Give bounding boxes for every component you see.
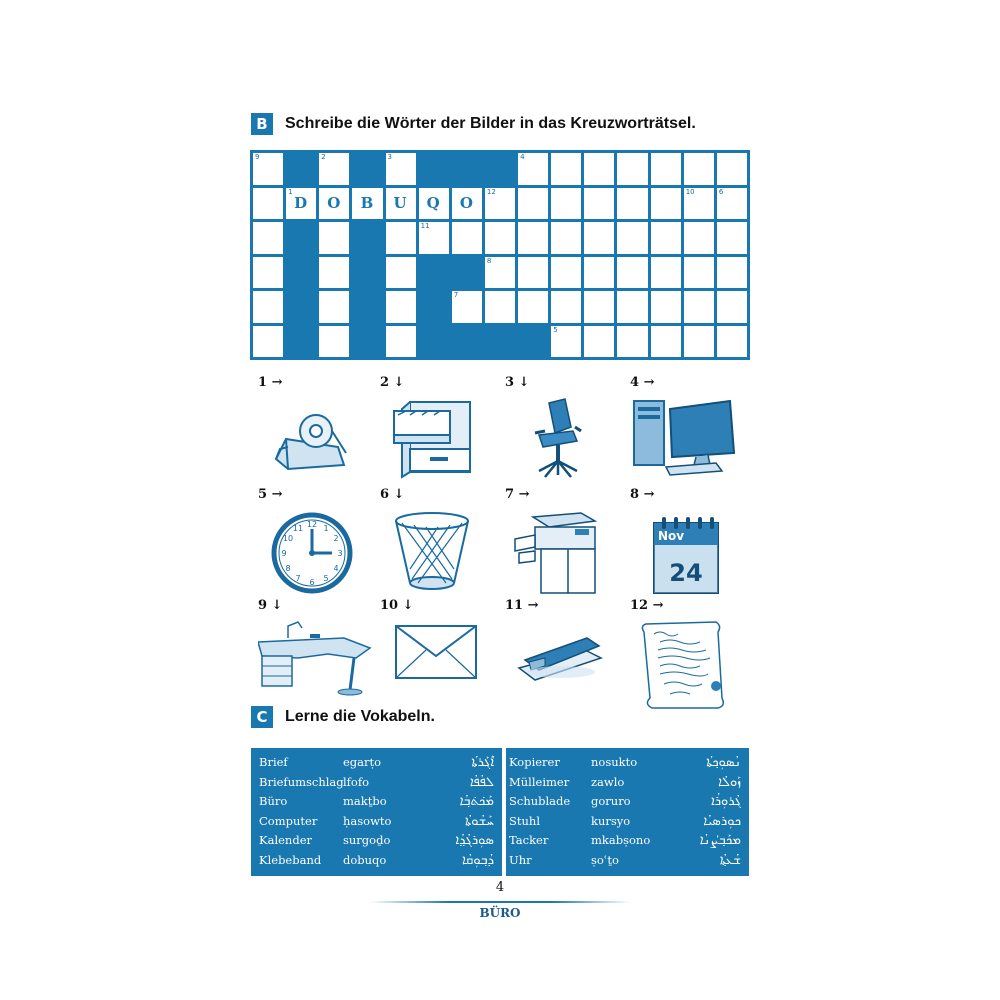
crossword-cell[interactable]	[352, 188, 382, 220]
transliteration: mkabṣono	[591, 833, 651, 847]
crossword-block	[518, 326, 548, 358]
clue-12	[630, 598, 760, 708]
crossword-cell[interactable]	[386, 153, 416, 185]
crossword-block	[419, 326, 449, 358]
svg-text:7: 7	[295, 574, 301, 583]
crossword-cell[interactable]	[551, 188, 581, 220]
crossword-cell[interactable]	[419, 188, 449, 220]
crossword-block	[286, 222, 316, 254]
crossword-cell[interactable]	[617, 291, 647, 323]
syriac-word: ܙܰܘܠܳܐ	[718, 774, 741, 790]
crossword-cell[interactable]	[419, 222, 449, 254]
clue-8	[630, 487, 760, 597]
german-word: Stuhl	[509, 813, 540, 828]
german-word: Brief	[259, 755, 288, 769]
clue-5	[258, 487, 388, 597]
crossword-cell[interactable]	[253, 257, 283, 289]
syriac-word: ܡܟܰܒ݂ܨܳܢܳܐ	[699, 833, 741, 848]
crossword-cell[interactable]	[684, 153, 714, 185]
crossword-block	[452, 257, 482, 289]
clue-7	[505, 487, 635, 597]
crossword-cell[interactable]	[584, 222, 614, 254]
crossword-cell[interactable]	[717, 153, 747, 185]
crossword-cell[interactable]	[584, 153, 614, 185]
crossword-cell[interactable]	[485, 188, 515, 220]
footer-rule	[370, 901, 630, 903]
crossword-cell[interactable]	[485, 222, 515, 254]
clue-label: 9 ↓	[258, 598, 283, 613]
page-number: 4	[495, 880, 505, 895]
crossword-letter: U	[393, 194, 408, 213]
german-word: Mülleimer	[509, 774, 570, 789]
clue-number: 2	[321, 153, 326, 161]
svg-text:9: 9	[281, 549, 287, 558]
office-desk-icon	[258, 620, 378, 700]
crossword-cell[interactable]	[584, 291, 614, 323]
crossword-cell[interactable]	[651, 188, 681, 220]
crossword-cell[interactable]	[617, 326, 647, 358]
crossword-cell[interactable]	[684, 188, 714, 220]
crossword-block	[452, 153, 482, 185]
crossword-block	[419, 291, 449, 323]
crossword-cell[interactable]	[518, 291, 548, 323]
crossword-letter: O	[459, 194, 474, 213]
calendar-icon	[630, 509, 730, 599]
clue-6	[380, 487, 510, 597]
syriac-word: ܣܘܼܪܓܳܕ݂ܳܐ	[455, 833, 494, 848]
clue-label: 1 →	[258, 375, 283, 390]
crossword-cell[interactable]	[617, 257, 647, 289]
crossword-cell[interactable]	[617, 188, 647, 220]
crossword-cell[interactable]	[386, 257, 416, 289]
crossword-cell[interactable]	[452, 188, 482, 220]
svg-text:4: 4	[333, 564, 339, 573]
crossword-block	[352, 291, 382, 323]
office-chair-icon	[505, 397, 605, 482]
crossword-cell[interactable]	[319, 291, 349, 323]
footer-title: BÜRO	[479, 906, 521, 920]
german-word: Kalender	[259, 833, 313, 847]
calendar-day: 24	[669, 559, 703, 587]
clue-label: 11 →	[505, 598, 539, 613]
transliteration: dobuqo	[343, 852, 387, 867]
clue-2	[380, 375, 510, 485]
syriac-word: ܚܰܫܳܘܬܳܐ	[465, 813, 494, 829]
crossword-cell[interactable]	[253, 153, 283, 185]
german-word: Büro	[259, 794, 288, 808]
clue-number: 3	[387, 153, 392, 161]
transliteration: kursyo	[591, 813, 631, 828]
clue-number: 7	[453, 291, 459, 299]
crossword-letter: Q	[426, 194, 441, 213]
crossword-cell[interactable]	[253, 291, 283, 323]
german-word: Kopierer	[509, 755, 560, 769]
crossword-block	[419, 153, 449, 185]
clue-label: 6 ↓	[380, 487, 405, 502]
crossword-cell[interactable]	[286, 188, 316, 220]
clue-9	[258, 598, 388, 708]
crossword-cell[interactable]	[717, 291, 747, 323]
clue-number: 9	[255, 153, 260, 161]
syriac-word: ܕܳܒ݂ܘܼܩܳܐ	[462, 852, 494, 868]
vocab-row	[251, 812, 749, 831]
section-b-badge: B	[251, 113, 273, 135]
clue-number: 11	[420, 222, 430, 230]
transliteration: nosukto	[591, 755, 638, 769]
clue-label: 2 ↓	[380, 375, 405, 390]
crossword-cell[interactable]	[518, 257, 548, 289]
vocab-row	[251, 773, 749, 792]
crossword-cell[interactable]	[253, 326, 283, 358]
crossword-cell[interactable]	[684, 222, 714, 254]
vocab-row	[251, 792, 749, 811]
crossword-block	[286, 326, 316, 358]
crossword-cell[interactable]	[386, 222, 416, 254]
crossword-block	[352, 257, 382, 289]
transliteration: goruro	[591, 794, 631, 808]
crossword-cell[interactable]	[518, 222, 548, 254]
crossword-block	[419, 257, 449, 289]
crossword-letter: D	[294, 194, 309, 213]
clue-label: 12 →	[630, 598, 664, 613]
crossword-cell[interactable]	[651, 326, 681, 358]
crossword-cell[interactable]	[717, 222, 747, 254]
german-word: Briefumschlag	[259, 774, 344, 789]
crossword-cell[interactable]	[684, 257, 714, 289]
transliteration: ṣoʿṯo	[591, 852, 619, 867]
crossword-block	[352, 153, 382, 185]
crossword-grid	[250, 150, 750, 360]
computer-icon	[630, 397, 740, 482]
crossword-cell[interactable]	[253, 222, 283, 254]
clue-1	[258, 375, 388, 485]
svg-text:10: 10	[282, 534, 294, 543]
crossword-cell[interactable]	[717, 188, 747, 220]
transliteration: egarṭo	[343, 755, 382, 769]
crossword-cell[interactable]	[319, 257, 349, 289]
copier-icon	[505, 509, 605, 599]
tape-dispenser-icon	[258, 397, 358, 477]
crossword-cell[interactable]	[684, 291, 714, 323]
crossword-cell[interactable]	[551, 257, 581, 289]
crossword-cell[interactable]	[684, 326, 714, 358]
wastebasket-icon	[380, 509, 480, 594]
crossword-cell[interactable]	[386, 291, 416, 323]
crossword-block	[286, 291, 316, 323]
crossword-cell[interactable]	[651, 291, 681, 323]
crossword-cell[interactable]	[452, 222, 482, 254]
stapler-icon	[505, 620, 605, 690]
crossword-letter: O	[327, 194, 342, 213]
syriac-word: ܐܶܓܰܪܬܳܐ	[471, 755, 494, 770]
crossword-cell[interactable]	[584, 326, 614, 358]
crossword-cell[interactable]	[717, 326, 747, 358]
transliteration: makṯbo	[343, 794, 387, 808]
vocabulary-table	[251, 748, 749, 876]
section-b-instruction: Schreibe die Wörter der Bilder in das Kreuzworträtsel.	[285, 115, 696, 132]
clue-3	[505, 375, 635, 485]
crossword-cell[interactable]	[319, 188, 349, 220]
clue-11	[505, 598, 635, 708]
clue-label: 7 →	[505, 487, 530, 502]
transliteration: ḥasowto	[343, 813, 392, 828]
clock-icon	[258, 509, 358, 599]
german-word: Computer	[259, 813, 318, 828]
crossword-cell[interactable]	[319, 153, 349, 185]
german-word: Schublade	[509, 794, 571, 808]
filing-cabinet-icon	[380, 397, 480, 482]
crossword-cell[interactable]	[319, 222, 349, 254]
crossword-block	[352, 326, 382, 358]
clue-label: 4 →	[630, 375, 655, 390]
section-b-heading	[251, 113, 696, 135]
section-c-badge: C	[251, 706, 273, 728]
crossword-cell[interactable]	[386, 188, 416, 220]
crossword-cell[interactable]	[551, 291, 581, 323]
transliteration: zawlo	[591, 774, 625, 789]
crossword-cell[interactable]	[551, 326, 581, 358]
clue-number: 12	[486, 187, 496, 196]
crossword-cell[interactable]	[319, 326, 349, 358]
crossword-cell[interactable]	[551, 222, 581, 254]
clue-label: 10 ↓	[380, 598, 414, 613]
crossword-cell[interactable]	[717, 257, 747, 289]
crossword-cell[interactable]	[518, 188, 548, 220]
transliteration: surgoḏo	[343, 833, 391, 847]
crossword-cell[interactable]	[485, 291, 515, 323]
clue-label: 5 →	[258, 487, 283, 502]
crossword-block	[485, 326, 515, 358]
crossword-block	[352, 222, 382, 254]
crossword-cell[interactable]	[617, 153, 647, 185]
german-word: Klebeband	[259, 852, 322, 867]
clue-label: 3 ↓	[505, 375, 530, 390]
clue-number: 10	[685, 187, 695, 196]
crossword-cell[interactable]	[584, 257, 614, 289]
clue-4	[630, 375, 760, 485]
section-c-heading	[251, 706, 435, 728]
svg-text:5: 5	[323, 574, 329, 583]
section-c-instruction: Lerne die Vokabeln.	[285, 708, 435, 725]
calendar-month: Nov	[658, 529, 685, 543]
syriac-word: ܫܳܥܬ݂ܳܐ	[719, 852, 741, 868]
clue-label: 8 →	[630, 487, 655, 502]
crossword-block	[286, 257, 316, 289]
crossword-cell[interactable]	[651, 222, 681, 254]
clue-number: 1	[288, 187, 293, 196]
crossword-cell[interactable]	[452, 291, 482, 323]
svg-text:3: 3	[337, 549, 343, 558]
crossword-cell[interactable]	[253, 188, 283, 220]
svg-text:11: 11	[292, 524, 304, 533]
crossword-cell[interactable]	[651, 257, 681, 289]
svg-text:12: 12	[306, 520, 318, 529]
crossword-block	[452, 326, 482, 358]
german-word: Tacker	[509, 833, 549, 847]
syriac-word: ܡܰܟ݁ܬ݁ܒ݂ܳܐ	[459, 794, 494, 809]
clue-number: 8	[486, 256, 492, 265]
crossword-block	[286, 153, 316, 185]
svg-text:1: 1	[323, 524, 329, 533]
german-word: Uhr	[509, 852, 532, 867]
crossword-letter: B	[360, 194, 375, 213]
vocab-row	[251, 753, 749, 772]
syriac-word: ܟܘܼܪܣܝܳܐ	[703, 813, 741, 829]
clue-number: 6	[718, 187, 724, 196]
crossword-cell[interactable]	[617, 222, 647, 254]
svg-text:6: 6	[309, 578, 315, 587]
crossword-cell[interactable]	[518, 153, 548, 185]
syriac-word: ܓܳܪܘܼܪܳܐ	[711, 794, 741, 809]
vocab-row	[251, 831, 749, 850]
svg-text:8: 8	[285, 564, 291, 573]
vocab-row	[251, 851, 749, 870]
clue-number: 5	[553, 325, 558, 334]
crossword-block	[485, 153, 515, 185]
clue-number: 4	[520, 153, 525, 161]
letter-scroll-icon	[630, 620, 740, 710]
crossword-cell[interactable]	[651, 153, 681, 185]
syriac-word: ܢܳܣܘܼܟ݂ܬܳܐ	[706, 755, 741, 770]
transliteration: lfofo	[343, 774, 370, 789]
crossword-cell[interactable]	[551, 153, 581, 185]
crossword-cell[interactable]	[584, 188, 614, 220]
crossword-cell[interactable]	[386, 326, 416, 358]
crossword-cell[interactable]	[485, 257, 515, 289]
envelope-icon	[380, 620, 480, 690]
clue-10	[380, 598, 510, 708]
syriac-word: ܠܦܳܦܳܐ	[469, 774, 494, 790]
svg-text:2: 2	[333, 534, 339, 543]
